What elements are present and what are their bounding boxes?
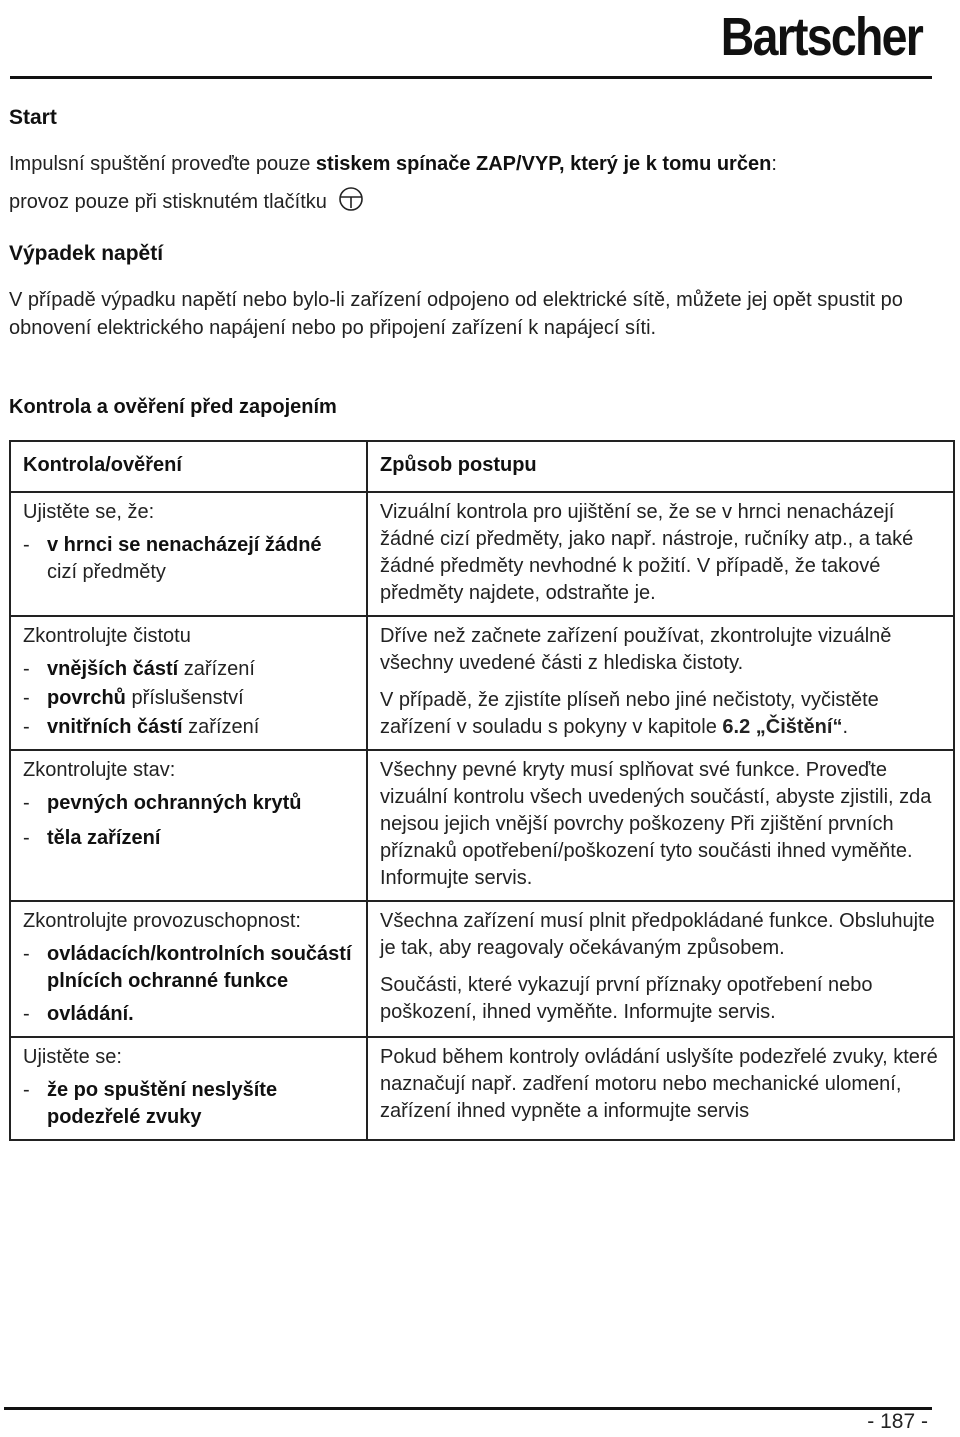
- check-item: - vnitřních částí zařízení: [23, 716, 260, 738]
- check-heading: Kontrola a ověření před zapojením: [9, 396, 337, 418]
- check-cell: [10, 616, 367, 750]
- table-row: [10, 750, 954, 901]
- outage-heading: Výpadek napětí: [9, 242, 164, 265]
- start-line2: provoz pouze při stisknutém tlačítku: [9, 191, 327, 213]
- table-header-left: Kontrola/ověření: [10, 441, 367, 492]
- check-intro: Zkontrolujte stav:: [23, 759, 176, 781]
- footer-rule: [4, 1407, 932, 1410]
- table-row: [10, 616, 954, 750]
- check-cell: [10, 901, 367, 1037]
- page-number: - 187 -: [867, 1410, 928, 1433]
- procedure-text: Vizuální kontrola pro ujištění se, že se v hrnci nenacházejí žádné cizí předměty, jako např. nástroje, ručníky atp., a také žádné předměty nevhodné k požití. V případě, že takové předměty najdete, odstraňte je.: [380, 501, 914, 604]
- procedure-text: Součásti, které vykazují první příznaky opotřebení nebo poškození, ihned vyměňte. Informujte servis.: [380, 974, 873, 1023]
- table-row: [10, 492, 954, 616]
- check-item: - ovládání.: [23, 1003, 134, 1025]
- check-intro: Zkontrolujte čistotu: [23, 625, 191, 647]
- check-table: [9, 440, 955, 1141]
- start-line1-end: :: [771, 153, 777, 175]
- check-item: - ovládacích/kontrolních součástí plnících ochranné funkce: [23, 943, 352, 992]
- procedure-text-cleaning: V případě, že zjistíte plíseň nebo jiné nečistoty, vyčistěte zařízení v souladu s pokyny v kapitole 6.2 „Čištění“.: [380, 689, 879, 738]
- start-paragraph-line2: [9, 186, 365, 220]
- check-cell: [10, 492, 367, 616]
- procedure-cell: [367, 750, 954, 901]
- check-cell: [10, 750, 367, 901]
- check-intro: Ujistěte se, že:: [23, 501, 155, 523]
- procedure-text: Pokud během kontroly ovládání uslyšíte podezřelé zvuky, které naznačují např. zadření motoru nebo mechanické ulomení, zařízení ihned vypněte a informujte servis: [380, 1046, 938, 1122]
- procedure-text: Všechny pevné kryty musí splňovat své funkce. Proveďte vizuální kontrolu všech uvedených součástí, abyste zjistili, zda nejsou jejich vnější povrchy poškozeny Při zjištění prvních příznaků opotřebení/poškození tyto součásti ihned vyměňte. Informujte servis.: [380, 759, 932, 889]
- check-item: - vnějších částí zařízení: [23, 658, 255, 680]
- start-line1-bold: stiskem spínače ZAP/VYP, který je k tomu určen: [315, 153, 772, 175]
- table-row: [10, 1037, 954, 1140]
- check-intro: Zkontrolujte provozuschopnost:: [23, 910, 301, 932]
- outage-paragraph: V případě výpadku napětí nebo bylo-li zařízení odpojeno od elektrické sítě, můžete jej opět spustit po obnovení elektrického napájení nebo po připojení zařízení k napájecí síti.: [9, 289, 903, 339]
- start-heading: Start: [9, 106, 57, 129]
- procedure-text: Všechna zařízení musí plnit předpokládané funkce. Obsluhujte je tak, aby reagovaly očekávaným způsobem.: [380, 910, 935, 959]
- check-item: - povrchů příslušenství: [23, 687, 244, 709]
- check-item: - že po spuštění neslyšíte podezřelé zvuky: [23, 1079, 278, 1128]
- check-intro: Ujistěte se:: [23, 1046, 122, 1068]
- bartscher-logo: Bartscher: [720, 7, 922, 67]
- table-header-row: [10, 441, 954, 492]
- start-line1-plain: Impulsní spuštění proveďte pouze: [9, 153, 316, 175]
- check-item: - těla zařízení: [23, 827, 161, 849]
- check-cell: [10, 1037, 367, 1140]
- table-header-right: Způsob postupu: [367, 441, 954, 492]
- procedure-cell: [367, 616, 954, 750]
- check-item: - v hrnci se nenacházejí žádné cizí předměty: [23, 534, 322, 583]
- procedure-text: Dříve než začnete zařízení používat, zkontrolujte vizuálně všechny uvedené části z hlediska čistoty.: [380, 625, 892, 674]
- procedure-cell: [367, 901, 954, 1037]
- start-paragraph-line1: [9, 150, 777, 178]
- header-rule: [10, 76, 932, 79]
- power-button-icon: [337, 186, 365, 220]
- procedure-cell: [367, 1037, 954, 1140]
- check-item: - pevných ochranných krytů: [23, 792, 302, 814]
- table-row: [10, 901, 954, 1037]
- chapter-reference: 6.2 „Čištění“: [722, 716, 843, 738]
- procedure-cell: [367, 492, 954, 616]
